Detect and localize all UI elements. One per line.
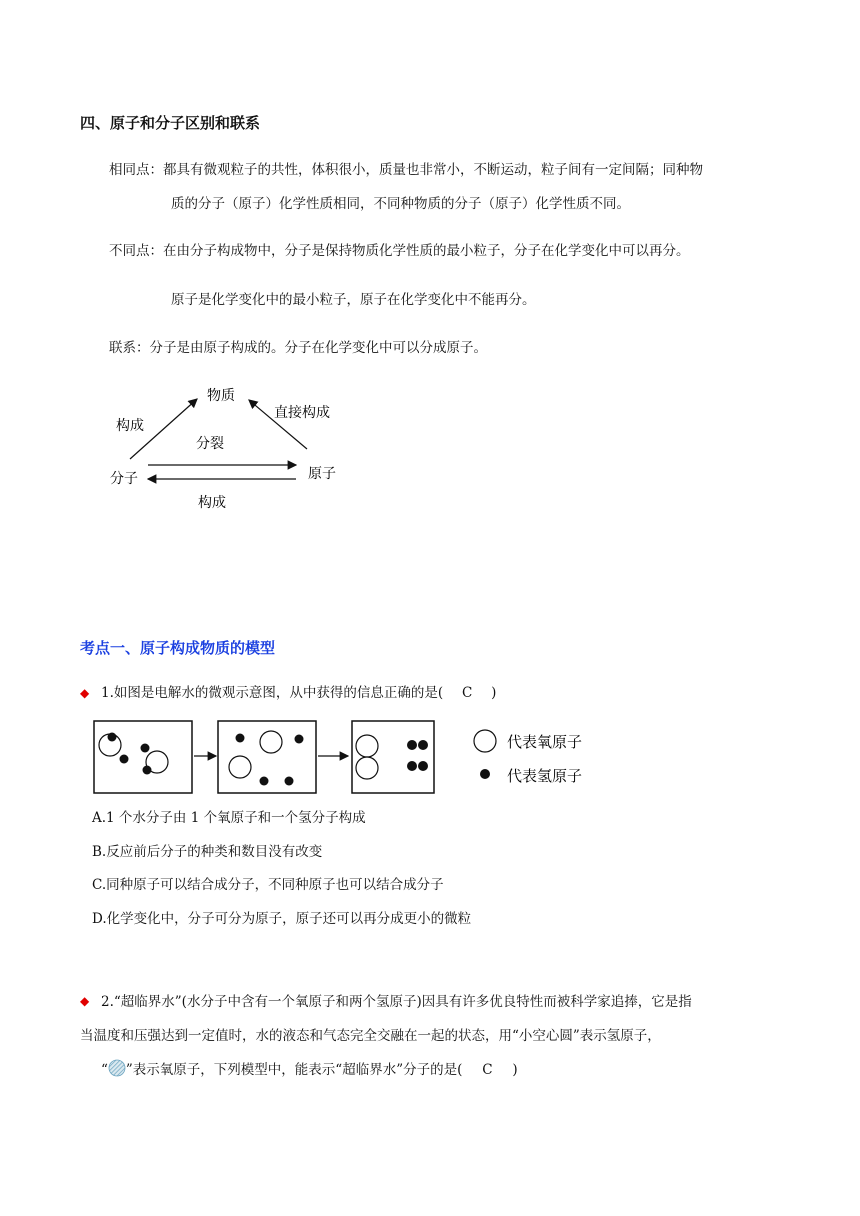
diamond-bullet-icon: ◆ bbox=[80, 994, 90, 1008]
q2-line1: 2.“超临界水”(水分子中含有一个氧原子和两个氢原子)因具有许多优良特性而被科学家追捧，它是指 bbox=[101, 994, 692, 1010]
edge-right-label: 直接构成 bbox=[274, 405, 330, 421]
node-atom: 原子 bbox=[308, 466, 336, 482]
diff-point-line2: 原子是化学变化中的最小粒子，原子在化学变化中不能再分。 bbox=[171, 292, 536, 308]
electrolysis-diagram bbox=[90, 716, 600, 798]
water-molecules-box bbox=[94, 721, 192, 793]
same-point-line1: 相同点：都具有微观粒子的共性，体积很小，质量也非常小，不断运动，粒子间有一定间隔；同种物 bbox=[109, 162, 703, 178]
striped-oxygen-atom-icon bbox=[108, 1059, 126, 1077]
node-molecule: 分子 bbox=[110, 471, 138, 487]
q1-option-d: D.化学变化中，分子可分为原子，原子还可以再分成更小的微粒 bbox=[92, 911, 472, 927]
q1-option-a: A.1 个水分子由 1 个氧原子和一个氢分子构成 bbox=[92, 810, 366, 826]
edge-left-label: 构成 bbox=[116, 418, 144, 434]
kaodian-title: 考点一、原子构成物质的模型 bbox=[80, 639, 276, 657]
oxygen-atom-icon bbox=[474, 730, 496, 752]
legend-oxygen: 代表氧原子 bbox=[507, 733, 583, 751]
edge-bottom-label: 构成 bbox=[198, 495, 226, 511]
diamond-bullet-icon: ◆ bbox=[80, 686, 90, 700]
q1-option-b: B.反应前后分子的种类和数目没有改变 bbox=[92, 844, 323, 860]
q2-line2: 当温度和压强达到一定值时，水的液态和气态完全交融在一起的状态，用“小空心圆”表示氢原子， bbox=[80, 1028, 661, 1044]
hydrogen-atom-icon bbox=[480, 769, 490, 779]
q1-option-c: C.同种原子可以结合成分子，不同种原子也可以结合成分子 bbox=[92, 877, 444, 893]
relation-diagram bbox=[100, 375, 360, 515]
same-point-line2: 质的分子（原子）化学性质相同，不同种物质的分子（原子）化学性质不同。 bbox=[171, 196, 630, 212]
link-line: 联系：分子是由原子构成的。分子在化学变化中可以分成原子。 bbox=[109, 340, 487, 356]
edge-split-label: 分裂 bbox=[196, 436, 224, 452]
section-title: 四、原子和分子区别和联系 bbox=[80, 114, 261, 132]
diff-point-line1: 不同点：在由分子构成物中，分子是保持物质化学性质的最小粒子，分子在化学变化中可以再分。 bbox=[109, 243, 690, 259]
q2-line3: “ ”表示氧原子，下列模型中，能表示“超临界水”分子的是( C ) bbox=[101, 1059, 518, 1080]
q2-answer: C bbox=[482, 1062, 493, 1078]
q1-answer: C bbox=[461, 685, 473, 701]
node-substance: 物质 bbox=[207, 388, 235, 404]
q1-stem: 1.如图是电解水的微观示意图，从中获得的信息正确的是( C ) bbox=[101, 685, 497, 701]
legend-hydrogen: 代表氢原子 bbox=[507, 767, 583, 785]
